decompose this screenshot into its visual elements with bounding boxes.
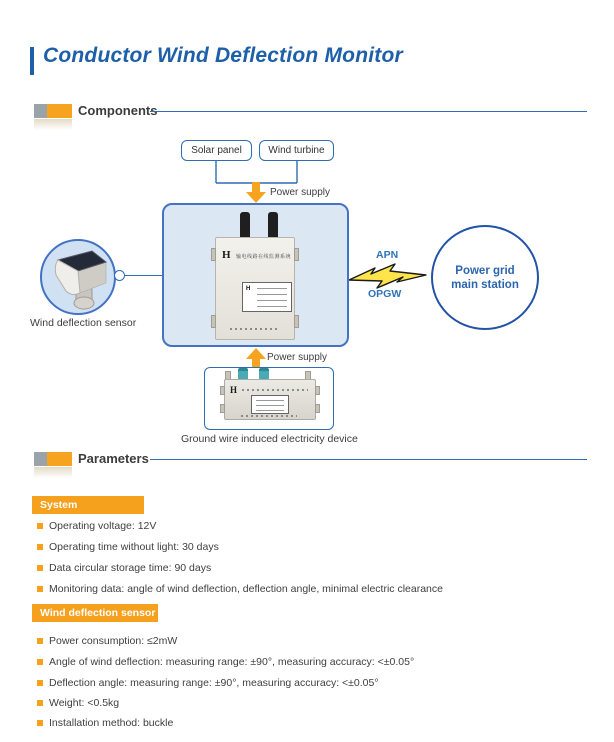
system-params-header: System bbox=[32, 496, 144, 514]
param-item: Power consumption: ≤2mW bbox=[37, 635, 177, 648]
bullet-icon bbox=[37, 680, 43, 686]
param-item: Operating time without light: 30 days bbox=[37, 541, 219, 554]
device-nameplate bbox=[251, 395, 289, 414]
wind-turbine-label: Wind turbine bbox=[268, 145, 325, 156]
sensor-params-header: Wind deflection sensor bbox=[32, 604, 158, 622]
bullet-icon bbox=[37, 638, 43, 644]
brand-logo: H bbox=[222, 249, 231, 261]
wind-turbine-node bbox=[259, 140, 334, 161]
monitor-device-image bbox=[213, 210, 299, 340]
brand-logo-small: H bbox=[246, 286, 251, 292]
sensor-connector-line bbox=[125, 275, 162, 276]
section-marker-reflection bbox=[34, 467, 72, 478]
antenna-icon bbox=[268, 212, 278, 239]
components-section-title: Components bbox=[78, 103, 158, 118]
section-marker-reflection bbox=[34, 119, 72, 130]
power-grid-label-line1: Power grid bbox=[455, 264, 515, 277]
device-nameplate bbox=[242, 282, 292, 312]
bullet-icon bbox=[37, 700, 43, 706]
section-divider-line bbox=[150, 459, 587, 460]
power-supply-bottom-label: Power supply bbox=[267, 352, 328, 363]
param-item: Monitoring data: angle of wind deflection, deflection angle, minimal electric clearance bbox=[37, 583, 443, 596]
param-item: Weight: <0.5kg bbox=[37, 697, 119, 710]
bullet-icon bbox=[37, 544, 43, 550]
power-grid-label-line2: main station bbox=[451, 278, 519, 291]
parameters-section-title: Parameters bbox=[78, 451, 149, 466]
param-item: Data circular storage time: 90 days bbox=[37, 562, 211, 575]
connector-dot bbox=[114, 270, 125, 281]
section-marker-icon bbox=[47, 104, 72, 118]
section-divider-line bbox=[150, 111, 587, 112]
solar-panel-node bbox=[181, 140, 252, 161]
ground-device-caption: Ground wire induced electricity device bbox=[181, 433, 358, 445]
section-marker-icon bbox=[34, 104, 47, 118]
wind-sensor-image bbox=[42, 241, 116, 315]
param-item: Operating voltage: 12V bbox=[37, 520, 156, 533]
param-item: Angle of wind deflection: measuring range: ±90°, measuring accuracy: <±0.05° bbox=[37, 656, 414, 669]
apn-label: APN bbox=[376, 249, 399, 261]
power-arrow-up-icon bbox=[245, 348, 267, 369]
bullet-icon bbox=[37, 720, 43, 726]
bullet-icon bbox=[37, 586, 43, 592]
section-marker-icon bbox=[34, 452, 47, 466]
antenna-icon bbox=[240, 212, 250, 239]
param-item: Installation method: buckle bbox=[37, 717, 173, 730]
bullet-icon bbox=[37, 565, 43, 571]
ground-device-panel bbox=[204, 367, 334, 430]
opgw-label: OPGW bbox=[368, 288, 402, 300]
wind-sensor-caption: Wind deflection sensor bbox=[30, 317, 137, 329]
brand-logo: H bbox=[230, 385, 238, 395]
page-title: Conductor Wind Deflection Monitor bbox=[43, 44, 403, 67]
power-arrow-down-icon bbox=[245, 182, 267, 203]
section-marker-icon bbox=[47, 452, 72, 466]
bullet-icon bbox=[37, 523, 43, 529]
power-grid-station-node bbox=[431, 225, 539, 330]
power-supply-top-label: Power supply bbox=[270, 187, 331, 198]
ground-device-body bbox=[224, 379, 316, 420]
solar-panel-label: Solar panel bbox=[191, 145, 242, 156]
title-accent-bar bbox=[30, 47, 34, 75]
monitor-device-body bbox=[215, 237, 295, 340]
wind-sensor-photo-circle bbox=[40, 239, 116, 315]
bullet-icon bbox=[37, 659, 43, 665]
device-cn-text: 输电线路在线监测系统 bbox=[236, 254, 292, 260]
param-item: Deflection angle: measuring range: ±90°, measuring accuracy: <±0.05° bbox=[37, 677, 379, 690]
